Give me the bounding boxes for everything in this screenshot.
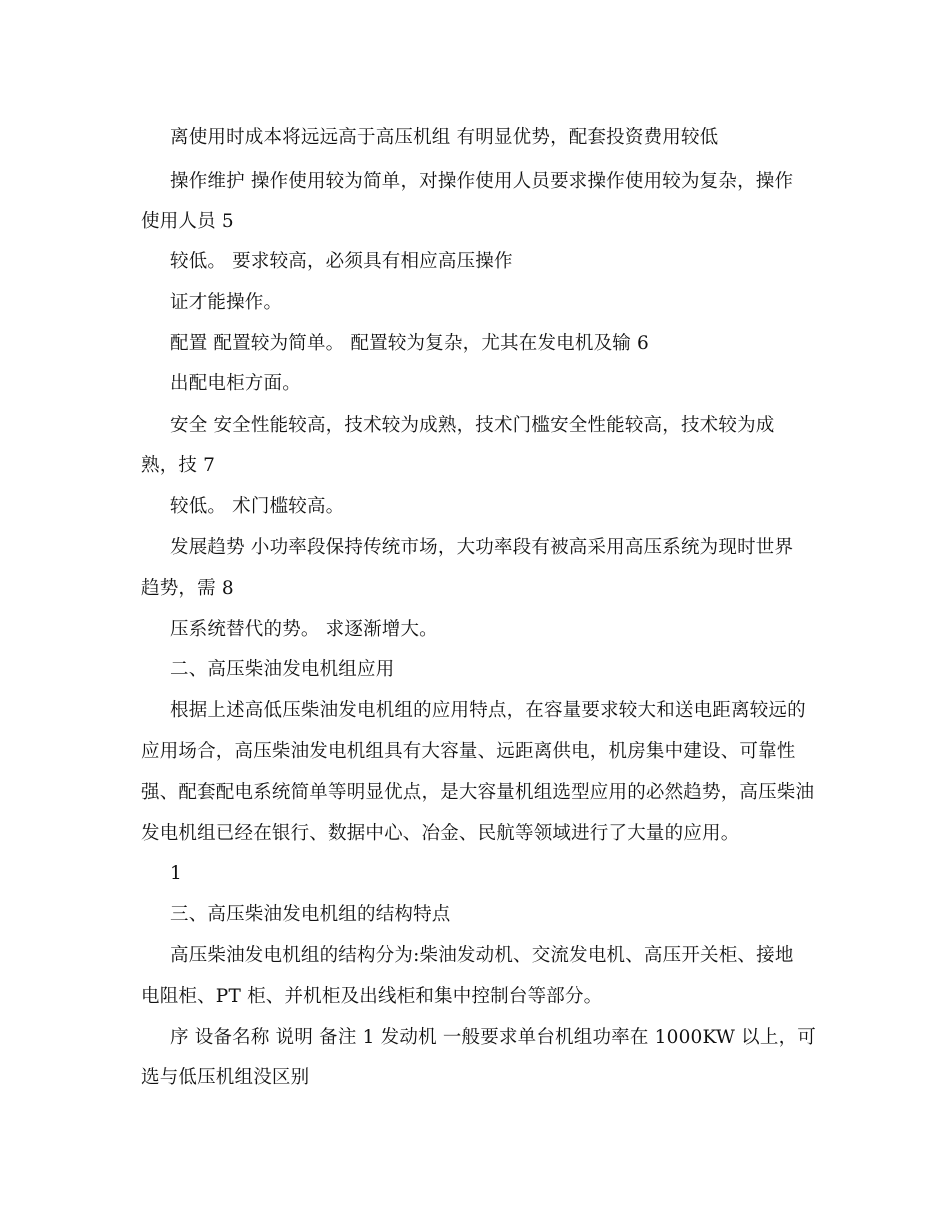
text-line-11: 发展趋势 小功率段保持传统市场，大功率段有被高采用高压系统为现时世界	[170, 537, 794, 558]
text-line-3: 使用人员 5	[141, 211, 234, 232]
text-line-24: 选与低压机组没区别	[141, 1067, 310, 1088]
text-line-2: 操作维护 操作使用较为简单，对操作使用人员要求操作使用较为复杂，操作	[170, 171, 794, 192]
text-line-8: 安全 安全性能较高，技术较为成熟，技术门槛安全性能较高，技术较为成	[170, 415, 775, 436]
text-line-7: 出配电柜方面。	[170, 373, 301, 394]
text-line-5: 证才能操作。	[170, 292, 283, 313]
section-heading-2: 二、高压柴油发电机组应用	[170, 659, 395, 680]
text-line-6: 配置 配置较为简单。 配置较为复杂，尤其在发电机及输 6	[170, 333, 650, 354]
text-line-17: 强、配套配电系统简单等明显优点，是大容量机组选型应用的必然趋势，高压柴油	[141, 782, 815, 803]
text-line-12: 趋势，需 8	[141, 578, 234, 599]
text-line-23: 序 设备名称 说明 备注 1 发动机 一般要求单台机组功率在 1000KW 以上，可	[170, 1027, 816, 1048]
text-line-16: 应用场合，高压柴油发电机组具有大容量、远距离供电，机房集中建设、可靠性	[141, 741, 796, 762]
text-line-10: 较低。 术门槛较高。	[170, 496, 345, 517]
page-number: 1	[170, 863, 182, 884]
text-line-4: 较低。 要求较高，必须具有相应高压操作	[170, 251, 513, 272]
text-line-13: 压系统替代的势。 求逐渐增大。	[170, 619, 438, 640]
text-line-1: 离使用时成本将远远高于高压机组 有明显优势，配套投资费用较低	[170, 127, 719, 148]
text-line-21: 高压柴油发电机组的结构分为:柴油发动机、交流发电机、高压开关柜、接地	[170, 945, 794, 966]
text-line-18: 发电机组已经在银行、数据中心、冶金、民航等领域进行了大量的应用。	[141, 823, 740, 844]
section-heading-3: 三、高压柴油发电机组的结构特点	[170, 904, 451, 925]
text-line-15: 根据上述高低压柴油发电机组的应用特点，在容量要求较大和送电距离较远的	[170, 700, 806, 721]
text-line-9: 熟，技 7	[141, 455, 216, 476]
text-line-22: 电阻柜、PT 柜、并机柜及出线柜和集中控制台等部分。	[141, 986, 603, 1007]
